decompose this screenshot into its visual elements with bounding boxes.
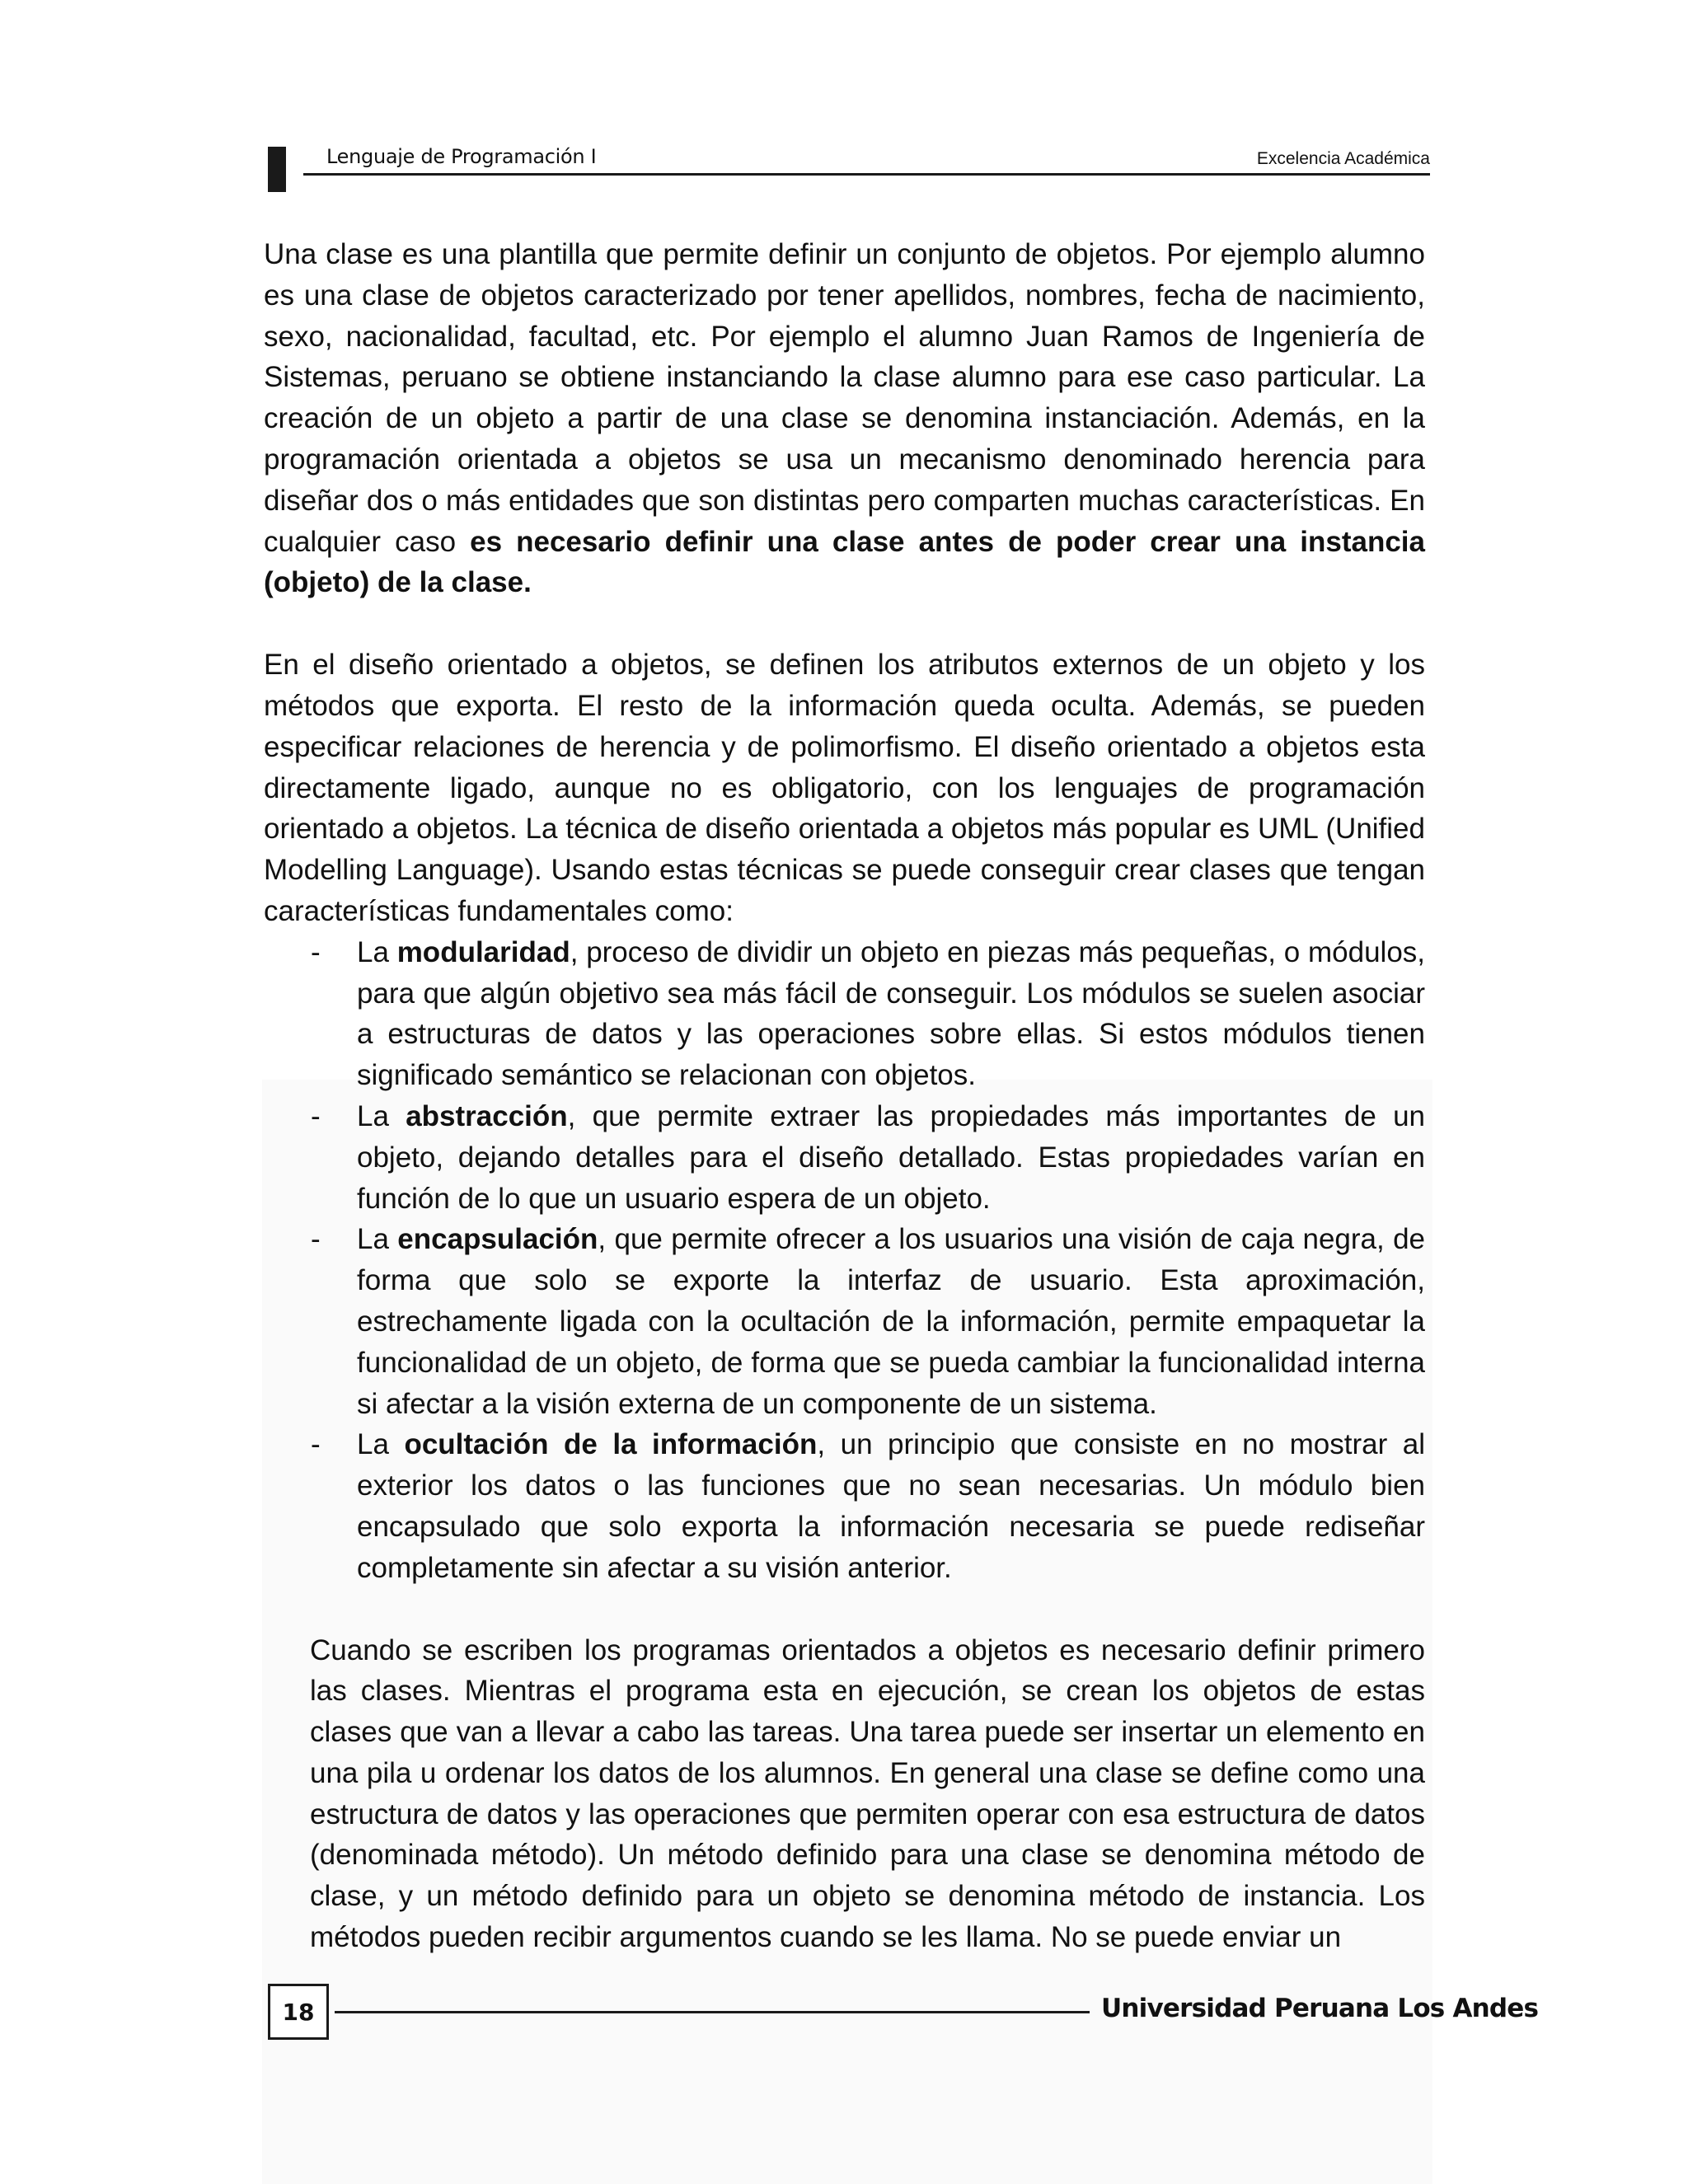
list-dash: - <box>311 1223 321 1256</box>
list-dash: - <box>311 1099 321 1132</box>
list-item-text: , que permite extraer las propiedades más importantes de un objeto, dejando detalles para el diseño detallado. Estas propiedades varían en función de lo que un usuario espera de un objeto. <box>357 1099 1426 1215</box>
header-title: Lenguaje de Programación I <box>326 145 597 168</box>
list-item-term: ocultación de la información <box>404 1428 818 1461</box>
list-item-text: , un principio que consiste en no mostrar al exterior los datos o las funciones que no sean necesarias. Un módulo bien encapsulado que solo exporta la información necesaria se puede rediseñar completamente sin afectar a su visión anterior. <box>357 1428 1425 1584</box>
list-item-prefix: La <box>357 935 397 968</box>
paragraph-clase <box>264 234 1425 603</box>
list-item-prefix: La <box>357 1428 405 1461</box>
list-item-prefix: La <box>357 1099 406 1132</box>
list-item-term: abstracción <box>406 1099 568 1132</box>
list-dash: - <box>311 1428 321 1461</box>
list-item-text: , que permite ofrecer a los usuarios una visión de caja negra, de forma que solo se exporte la interfaz de usuario. Esta aproximación, estrechamente ligada con la ocultación de la información, permite empaquetar la funcionalidad de un objeto, de forma que se pueda cambiar la funcionalidad interna si afectar a la visión externa de un componente de un sistema. <box>357 1223 1425 1420</box>
footer-rule <box>335 2011 1090 2013</box>
paragraph-programas: Cuando se escriben los programas orientados a objetos es necesario definir primero las clases. Mientras el programa esta en ejecución, se crean los objetos de estas clases que van a llevar a cabo las tareas. Una tarea puede ser insertar un elemento en una pila u ordenar los datos de los alumnos. En general una clase se define como una estructura de datos y las operaciones que permiten operar con esa estructura de datos (denominada método). Un método definido para una clase se denomina método de clase, y un método definido para un objeto se denomina método de instancia. Los métodos pueden recibir argumentos cuando se les llama. No se puede enviar un <box>310 1633 1425 1954</box>
list-item-term: modularidad <box>396 935 570 968</box>
list-item-ocultacion <box>264 1424 1425 1588</box>
paragraph-diseno: En el diseño orientado a objetos, se definen los atributos externos de un objeto y los métodos que exporta. El resto de la información queda oculta. Además, se pueden especificar relaciones de herencia y de polimorfismo. El diseño orientado a objetos esta directamente ligado, aunque no es obligatorio, con los lenguajes de programación orientado a objetos. La técnica de diseño orientada a objetos más popular es UML (Unified Modelling Language). Usando estas técnicas se puede conseguir crear clases que tengan características fundamentales como: <box>264 649 1425 927</box>
list-item-text: , proceso de dividir un objeto en piezas más pequeñas, o módulos, para que algún objetivo sea más fácil de conseguir. Los módulos se suelen asociar a estructuras de datos y las operaciones sobre ellas. Si estos módulos tienen significado semántico se relacionan con objetos. <box>357 935 1426 1092</box>
page-body <box>264 234 1425 1958</box>
page-number: 18 <box>268 1984 329 2040</box>
header-rule <box>303 173 1430 176</box>
paragraph-clase-text: Una clase es una plantilla que permite definir un conjunto de objetos. Por ejemplo alumno es una clase de objetos caracterizado por tener apellidos, nombres, fecha de nacimiento, sexo, nacionalidad, facultad, etc. Por ejemplo el alumno Juan Ramos de Ingeniería de Sistemas, peruano se obtiene instanciando la clase alumno para ese caso particular. La creación de un objeto a partir de una clase se denomina instanciación. Además, en la programación orientada a objetos se usa un mecanismo denominado herencia para diseñar dos o más entidades que son distintas pero comparten muchas características. En cualquier caso <box>264 238 1425 558</box>
list-item-term: encapsulación <box>397 1223 598 1256</box>
list-item-encapsulacion <box>264 1219 1425 1424</box>
list-item-prefix: La <box>357 1223 398 1256</box>
list-dash: - <box>311 935 321 968</box>
list-item-modularidad <box>264 932 1425 1096</box>
list-item-abstraccion <box>264 1096 1425 1219</box>
paragraph-clase-emphasis: es necesario definir una clase antes de poder crear una instancia (objeto) de la clase. <box>264 525 1425 599</box>
feature-list <box>264 932 1425 1589</box>
header-tagline: Excelencia Académica <box>1256 149 1430 168</box>
header-marker <box>268 147 286 192</box>
footer-university: Universidad Peruana Los Andes <box>1101 1994 1539 2023</box>
